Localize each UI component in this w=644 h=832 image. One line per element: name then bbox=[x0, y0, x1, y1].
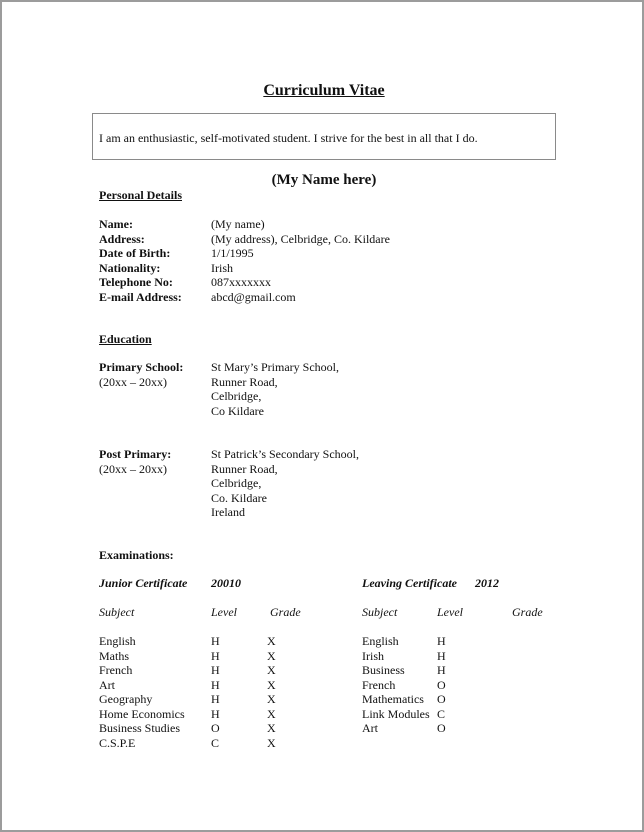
examinations-heading: Examinations: bbox=[99, 548, 174, 562]
detail-row-email bbox=[99, 290, 499, 305]
subject-cell: Business bbox=[362, 663, 405, 677]
detail-value: (My name) bbox=[211, 217, 265, 231]
grade-cell: X bbox=[267, 634, 276, 648]
detail-row-dob bbox=[99, 246, 499, 261]
detail-value: (My address), Celbridge, Co. Kildare bbox=[211, 231, 390, 246]
objective-text: I am an enthusiastic, self-motivated student. I strive for the best in all that I do. bbox=[99, 131, 478, 145]
junior-header-subject: Subject bbox=[99, 605, 135, 619]
address-line: Ireland bbox=[211, 505, 245, 519]
grade-cell: X bbox=[267, 677, 276, 692]
primary-school-label: Primary School: bbox=[99, 360, 184, 374]
detail-label: Telephone No: bbox=[99, 275, 173, 289]
address-line: Co. Kildare bbox=[211, 490, 267, 505]
address-line: Runner Road, bbox=[211, 374, 278, 389]
level-cell: H bbox=[211, 634, 220, 648]
grade-cell: X bbox=[267, 735, 276, 750]
subject-cell: Link Modules bbox=[362, 706, 430, 721]
subject-cell: C.S.P.E bbox=[99, 735, 136, 750]
junior-header-grade: Grade bbox=[270, 605, 301, 619]
level-cell: C bbox=[211, 735, 220, 750]
detail-value: 1/1/1995 bbox=[211, 246, 254, 260]
primary-school-years: (20xx – 20xx) bbox=[99, 375, 167, 389]
grade-cell: X bbox=[267, 648, 276, 663]
detail-label: Name: bbox=[99, 217, 133, 231]
level-cell: H bbox=[437, 648, 446, 663]
leaving-header-subject: Subject bbox=[362, 605, 398, 619]
subject-cell: Mathematics bbox=[362, 692, 424, 706]
detail-label: E-mail Address: bbox=[99, 289, 182, 304]
level-cell: O bbox=[211, 721, 220, 735]
detail-value: 087xxxxxxx bbox=[211, 275, 271, 289]
subject-cell: Irish bbox=[362, 648, 384, 663]
subject-cell: English bbox=[99, 634, 136, 648]
subject-cell: Home Economics bbox=[99, 706, 185, 721]
objective-box bbox=[92, 113, 556, 160]
detail-row-address bbox=[99, 232, 499, 247]
subject-cell: Maths bbox=[99, 648, 129, 663]
personal-details-heading: Personal Details bbox=[99, 188, 182, 202]
address-line: Runner Road, bbox=[211, 461, 278, 476]
address-line: Celbridge, bbox=[211, 389, 262, 403]
level-cell: O bbox=[437, 721, 446, 735]
leaving-cert-title: Leaving Certificate bbox=[362, 576, 457, 590]
post-primary-years: (20xx – 20xx) bbox=[99, 461, 167, 476]
detail-row-name bbox=[99, 217, 499, 232]
detail-label: Date of Birth: bbox=[99, 246, 171, 260]
subject-cell: Geography bbox=[99, 692, 153, 706]
grade-cell: X bbox=[267, 692, 276, 706]
grade-cell: X bbox=[267, 706, 276, 721]
document-title: Curriculum Vitae bbox=[263, 82, 385, 99]
leaving-header-grade: Grade bbox=[512, 605, 543, 619]
level-cell: H bbox=[437, 634, 446, 648]
grade-cell: X bbox=[267, 663, 276, 677]
detail-value: Irish bbox=[211, 260, 233, 275]
detail-label: Nationality: bbox=[99, 260, 161, 275]
leaving-header-level: Level bbox=[437, 605, 463, 619]
level-cell: H bbox=[437, 663, 446, 677]
name-heading: (My Name here) bbox=[271, 172, 377, 188]
address-line: St Patrick’s Secondary School, bbox=[211, 447, 359, 461]
level-cell: O bbox=[437, 677, 446, 692]
subject-cell: Business Studies bbox=[99, 721, 181, 735]
subject-cell: French bbox=[99, 663, 133, 677]
detail-row-nationality bbox=[99, 261, 499, 276]
junior-cert-title: Junior Certificate bbox=[99, 576, 188, 590]
post-primary-label: Post Primary: bbox=[99, 447, 172, 461]
level-cell: H bbox=[211, 663, 220, 677]
address-line: St Mary’s Primary School, bbox=[211, 360, 339, 374]
level-cell: H bbox=[211, 677, 220, 692]
junior-header-level: Level bbox=[211, 605, 237, 619]
level-cell: C bbox=[437, 706, 446, 721]
subject-cell: Art bbox=[362, 721, 378, 735]
detail-row-telephone bbox=[99, 275, 499, 290]
detail-label: Address: bbox=[99, 231, 145, 246]
grade-cell: X bbox=[267, 721, 276, 735]
leaving-cert-year: 2012 bbox=[475, 576, 499, 590]
level-cell: H bbox=[211, 706, 220, 721]
subject-cell: Art bbox=[99, 677, 115, 692]
level-cell: H bbox=[211, 648, 220, 663]
address-line: Celbridge, bbox=[211, 476, 262, 490]
education-heading: Education bbox=[99, 332, 152, 346]
detail-value: abcd@gmail.com bbox=[211, 289, 296, 304]
level-cell: H bbox=[211, 692, 220, 706]
post-primary-address bbox=[211, 447, 359, 520]
junior-cert-year: 20010 bbox=[211, 576, 241, 590]
subject-cell: French bbox=[362, 677, 396, 692]
primary-school-address bbox=[211, 360, 339, 418]
level-cell: O bbox=[437, 692, 446, 706]
address-line: Co Kildare bbox=[211, 403, 264, 418]
subject-cell: English bbox=[362, 634, 399, 648]
